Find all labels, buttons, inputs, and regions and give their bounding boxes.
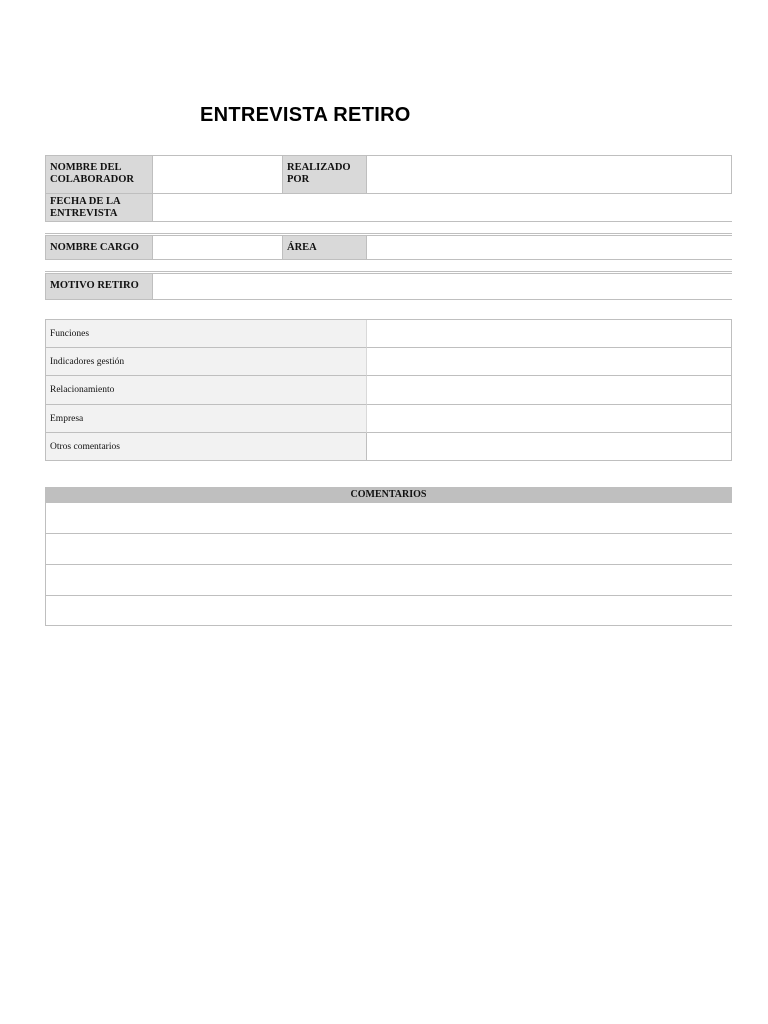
topic-label: Relacionamiento [45, 376, 367, 405]
topic-field[interactable] [366, 376, 732, 405]
comment-row[interactable] [45, 534, 732, 565]
area-field[interactable] [366, 235, 732, 260]
topic-field[interactable] [366, 320, 732, 348]
collaborator-name-field[interactable] [152, 155, 283, 194]
interview-date-field[interactable] [152, 193, 732, 222]
comments-header: COMENTARIOS [45, 487, 732, 503]
collaborator-name-label: NOMBRE DEL COLABORADOR [45, 155, 153, 194]
topic-field[interactable] [366, 433, 732, 461]
page-title: ENTREVISTA RETIRO [200, 104, 411, 126]
job-title-field[interactable] [152, 235, 283, 260]
topic-field[interactable] [366, 348, 732, 376]
topic-label: Funciones [45, 320, 367, 348]
topic-label: Otros comentarios [45, 433, 367, 461]
topic-field[interactable] [366, 405, 732, 433]
reason-label: MOTIVO RETIRO [45, 273, 153, 300]
reason-field[interactable] [152, 273, 732, 300]
area-label: ÁREA [282, 235, 367, 260]
performed-by-label: REALIZADO POR [282, 155, 367, 194]
interview-date-label: FECHA DE LA ENTREVISTA [45, 193, 153, 222]
topic-label: Indicadores gestión [45, 348, 367, 376]
performed-by-field[interactable] [366, 155, 732, 194]
divider-line [45, 233, 732, 234]
comment-row[interactable] [45, 503, 732, 534]
topic-label: Empresa [45, 405, 367, 433]
job-title-label: NOMBRE CARGO [45, 235, 153, 260]
comment-row[interactable] [45, 596, 732, 626]
comment-row[interactable] [45, 565, 732, 596]
divider-line [45, 271, 732, 272]
